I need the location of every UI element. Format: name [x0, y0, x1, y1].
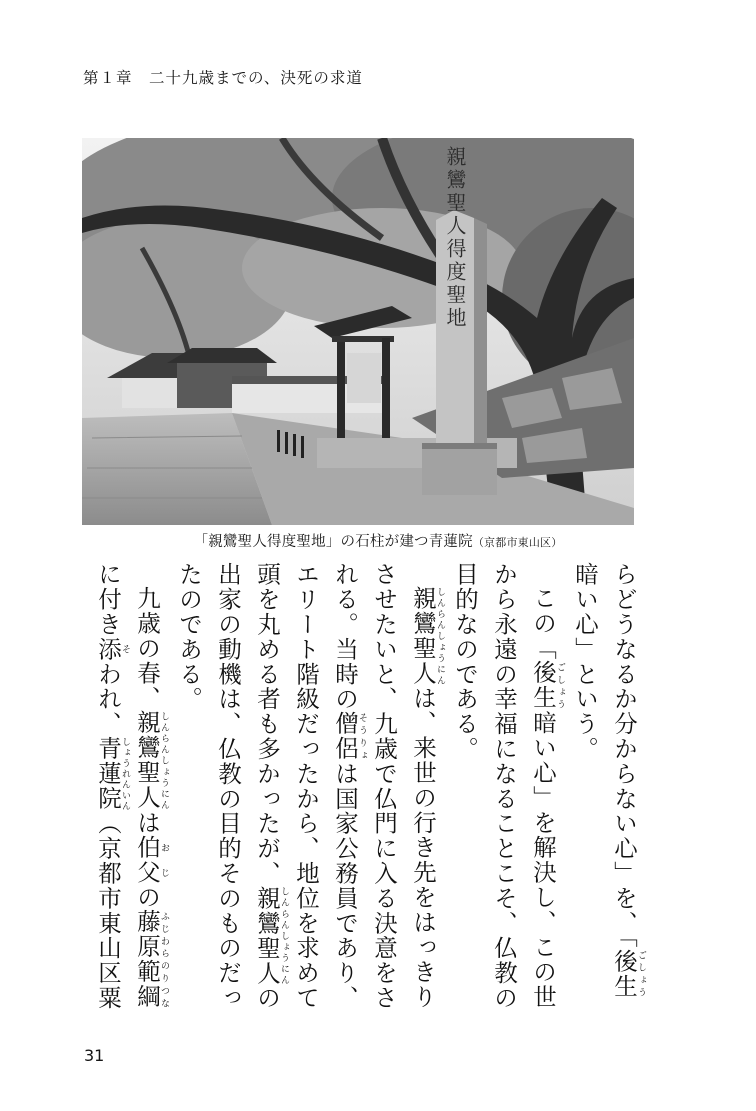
page-number: 31 [84, 1046, 105, 1065]
ruby-gosho: 後生ごしょう [610, 948, 646, 999]
paragraph-2: この「後生ごしょう暗い心」を解決し、この世から永遠の幸福になることこそ、仏教の目的なのである。 [451, 562, 565, 1011]
body-text [78, 562, 646, 1014]
ruby-shorenin: 青蓮院しょうれんいん [94, 736, 130, 812]
paragraph-4: 九歳の春、親鸞聖人しんらんしょうにんは伯父おじの藤原範綱ふじわらのりつなに付き添そわれ、青蓮院しょうれんいん（京都市東山区粟 [94, 562, 169, 1011]
ruby-gosho: 後生ごしょう [529, 660, 565, 711]
ruby-shinran: 親鸞聖人しんらんしょうにん [133, 710, 169, 810]
ruby-so: 添そ [94, 636, 130, 662]
temple-photo-illustration [82, 138, 634, 525]
ruby-shinran: 親鸞聖人しんらんしょうにん [253, 885, 289, 986]
running-head: 第１章 二十九歳までの、決死の求道 [83, 69, 363, 87]
paragraph-1: らどうなるか分からない心」を、「後生ごしょう暗い心」という。 [571, 562, 646, 999]
ruby-soryo: 僧侶そうりょ [331, 711, 367, 762]
temple-photo [82, 138, 634, 525]
ruby-oji: 伯父おじ [133, 834, 169, 885]
photo-caption [0, 530, 756, 551]
stone-pillar-inscription: 親鸞聖人得度聖地 [443, 146, 467, 330]
ruby-noritsuna: 藤原範綱ふじわらのりつな [133, 909, 169, 1009]
paragraph-3: 親鸞聖人しんらんしょうにんは、来世の行き先をはっきりさせたいと、九歳で仏門に入る決意をされる。当時の僧侶そうりょは国家公務員であり、エリート階級だったから、地位を求めて頭を丸める者も多かったが、親鸞聖人しんらんしょうにんの出家の動機は、仏教の目的そのものだったのである。 [175, 562, 445, 1011]
caption-main: 「親鸞聖人得度聖地」の石柱が建つ青蓮院 [193, 534, 473, 550]
ruby-shinran: 親鸞聖人しんらんしょうにん [409, 585, 445, 686]
caption-location: （京都市東山区） [472, 536, 563, 549]
